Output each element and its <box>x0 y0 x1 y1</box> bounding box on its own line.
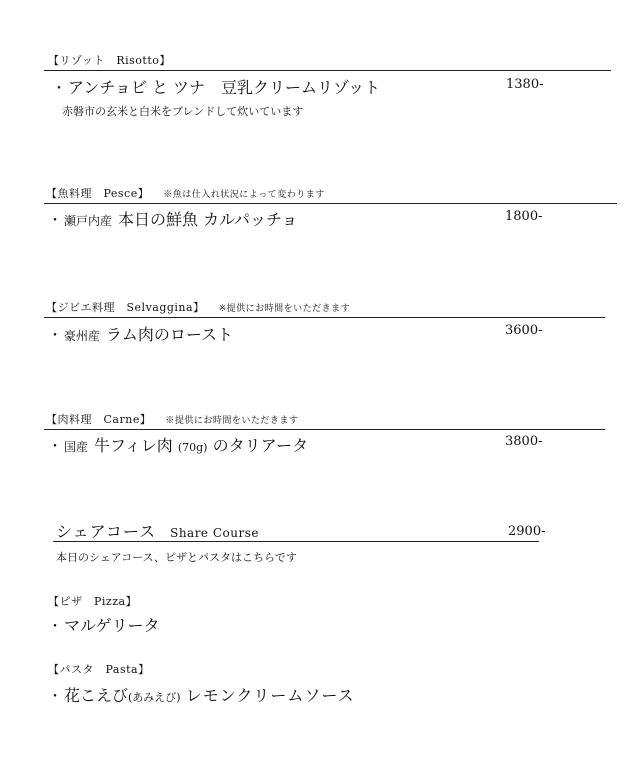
price-selvaggina: 3600- <box>505 323 543 338</box>
section-note: ※提供にお時間をいただきます <box>165 416 299 426</box>
bullet: ・ <box>52 81 66 97</box>
item-name: ラム肉のロースト <box>106 325 234 344</box>
section-header-pasta: 【パスタ Pasta】 <box>48 663 150 676</box>
item-name-rest: のタリアータ <box>212 436 309 455</box>
menu-item-pesce <box>48 207 298 230</box>
price-carne: 3800- <box>505 434 543 449</box>
divider <box>44 317 605 318</box>
item-name: 本日の鮮魚 カルパッチョ <box>118 210 298 229</box>
item-description: 赤磐市の玄米と白米をブレンドして炊いています <box>62 105 304 118</box>
item-weight: (70g) <box>177 441 208 454</box>
divider <box>44 70 611 71</box>
item-name: マルゲリータ <box>64 616 160 635</box>
price-pesce: 1800- <box>505 209 543 224</box>
menu-item-carne <box>48 433 308 456</box>
section-header-pesce <box>46 185 325 201</box>
course-title-en: Share Course <box>170 526 259 540</box>
item-name: アンチョビ と ツナ 豆乳クリームリゾット <box>68 78 381 97</box>
bullet: ・ <box>48 689 62 705</box>
menu-item-selvaggina <box>48 322 233 345</box>
course-description: 本日のシェアコース、ピザとパスタはこちらです <box>56 551 297 564</box>
item-name: 花こえび <box>64 686 129 705</box>
header-label: 【魚料理 Pesce】 <box>46 187 150 200</box>
bullet: ・ <box>48 213 62 229</box>
item-origin: 瀬戸内産 <box>64 214 113 228</box>
section-header-pizza: 【ピザ Pizza】 <box>48 595 138 608</box>
section-note: ※魚は仕入れ状況によって変わります <box>163 190 325 200</box>
section-note: ※提供にお時間をいただきます <box>218 304 351 314</box>
item-origin: 豪州産 <box>64 329 101 343</box>
item-origin: 国産 <box>64 440 89 454</box>
divider <box>44 429 605 430</box>
item-name-rest: レモンクリームソース <box>185 686 355 705</box>
course-title-jp: シェアコース <box>56 522 157 541</box>
item-name: 牛フィレ肉 <box>94 436 173 455</box>
section-header-risotto: 【リゾット Risotto】 <box>48 54 171 67</box>
course-title <box>56 519 259 542</box>
menu-item-pizza <box>48 613 160 636</box>
price-risotto: 1380- <box>506 77 544 92</box>
menu-item-risotto <box>52 75 380 98</box>
section-header-selvaggina <box>46 299 350 315</box>
header-label: 【肉料理 Carne】 <box>46 413 152 426</box>
divider <box>53 541 539 542</box>
bullet: ・ <box>48 328 62 344</box>
bullet: ・ <box>48 439 62 455</box>
bullet: ・ <box>48 619 62 635</box>
divider <box>44 203 617 204</box>
section-header-carne <box>46 411 298 427</box>
menu-item-pasta <box>48 683 355 706</box>
price-course: 2900- <box>508 524 546 539</box>
item-name-paren: (あみえび) <box>128 691 181 704</box>
header-label: 【ジビエ料理 Selvaggina】 <box>46 301 205 314</box>
